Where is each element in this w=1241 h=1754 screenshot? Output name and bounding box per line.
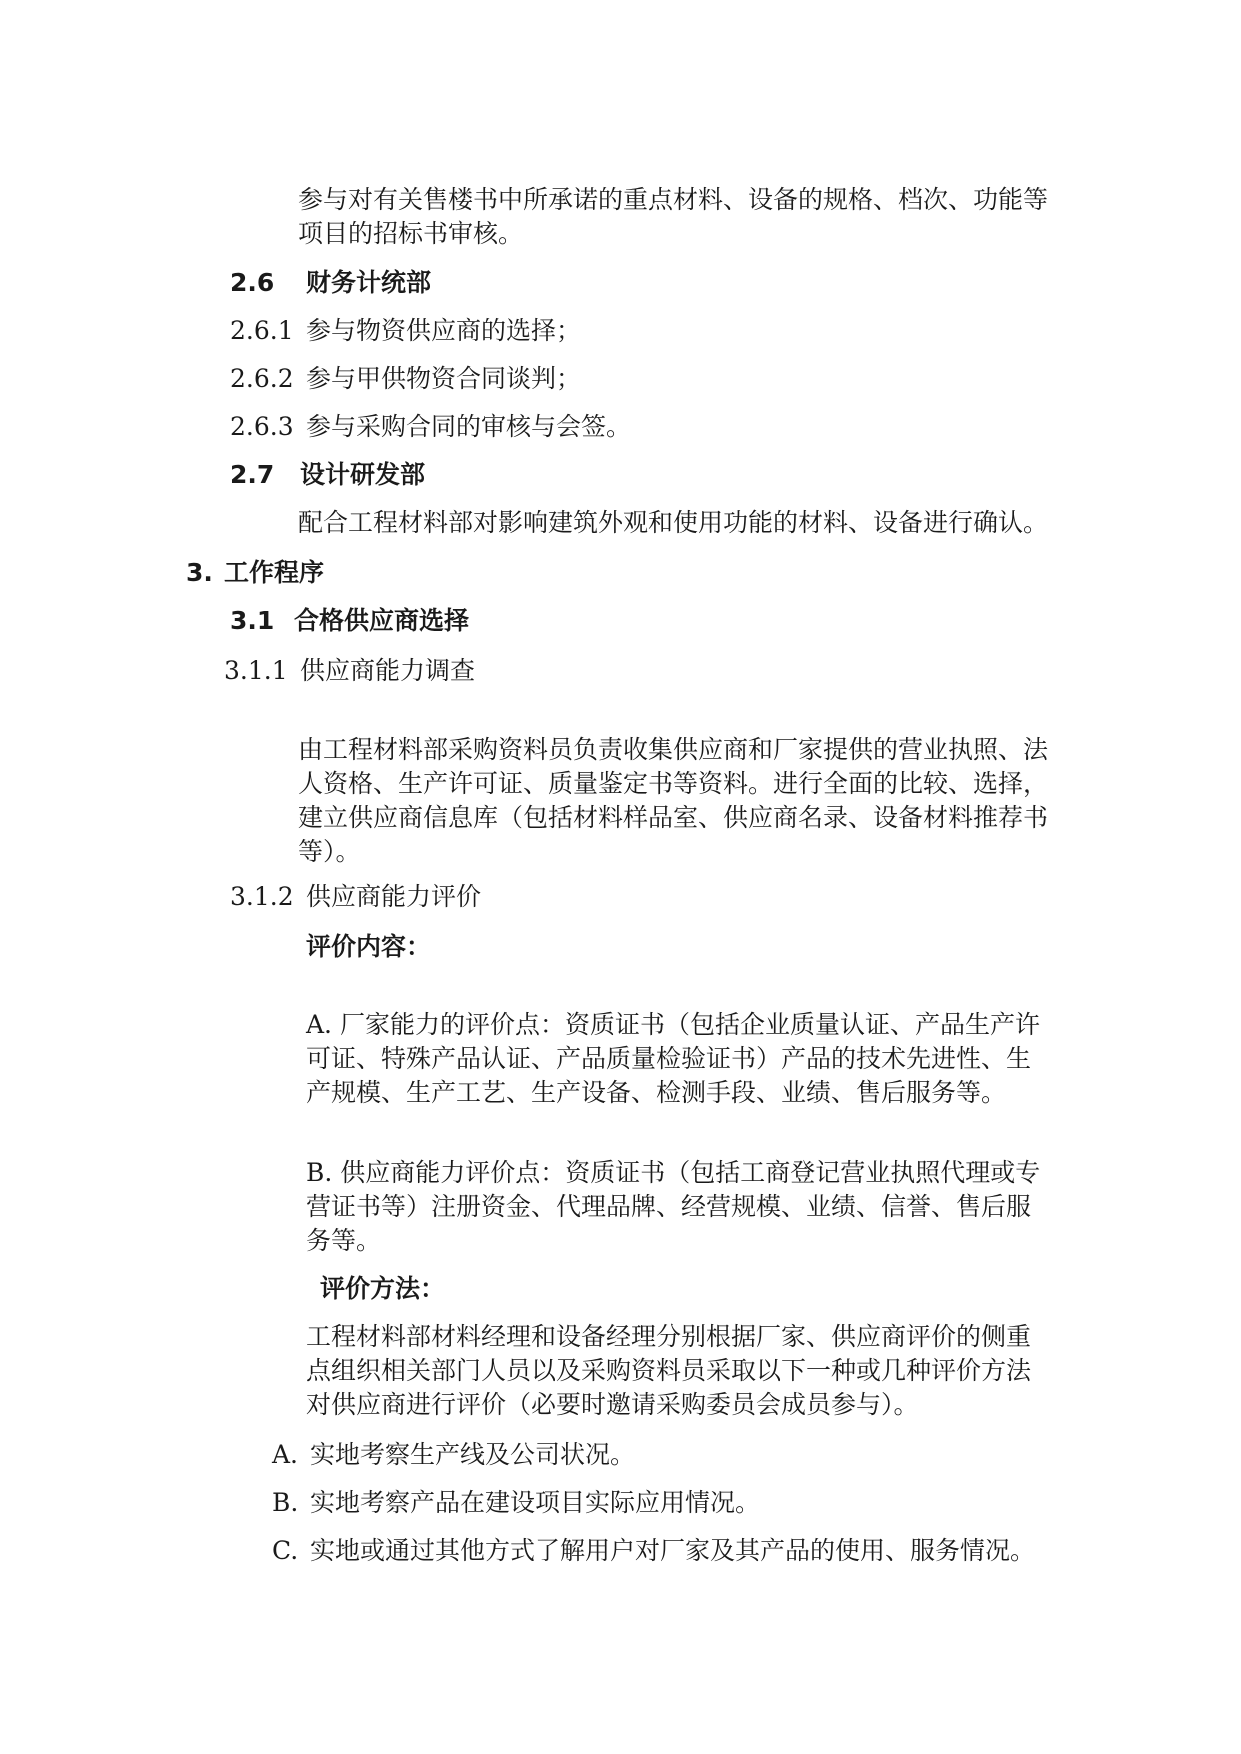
heading-title: 供应商能力评价 (306, 882, 482, 911)
method-line-3: 对供应商进行评价（必要时邀请采购委员会成员参与）。 (306, 1390, 919, 1419)
item-text: 参与物资供应商的选择； (306, 316, 582, 345)
heading-3 (186, 556, 324, 590)
item-number: 2.6.2 (230, 364, 294, 393)
item-b-line-3: 务等。 (306, 1226, 382, 1255)
heading-3-1-1 (224, 654, 475, 688)
method-line-2: 点组织相关部门人员以及采购资料员采取以下一种或几种评价方法 (306, 1356, 1032, 1385)
para-2-7: 配合工程材料部对影响建筑外观和使用功能的材料、设备进行确认。 (298, 508, 1049, 537)
item-a-line-2: 可证、特殊产品认证、产品质量检验证书）产品的技术先进性、生 (306, 1044, 1032, 1073)
method-item-a (272, 1438, 635, 1472)
item-text: 实地考察生产线及公司状况。 (310, 1440, 636, 1469)
method-line-1: 工程材料部材料经理和设备经理分别根据厂家、供应商评价的侧重 (306, 1322, 1032, 1351)
item-label: C. (272, 1536, 299, 1565)
list-item (230, 362, 581, 396)
list-item (230, 410, 631, 444)
heading-title: 设计研发部 (300, 460, 426, 489)
para-2-5-line-2: 项目的招标书审核。 (298, 219, 524, 248)
heading-3-1 (230, 604, 469, 638)
item-text: 参与采购合同的审核与会签。 (306, 412, 632, 441)
heading-number: 2.6 (230, 268, 275, 297)
para-3-1-1-line-2: 人资格、生产许可证、质量鉴定书等资料。进行全面的比较、选择， (298, 769, 1049, 798)
list-item (230, 314, 581, 348)
heading-number: 3.1.1 (224, 656, 288, 685)
item-text: 实地或通过其他方式了解用户对厂家及其产品的使用、服务情况。 (310, 1536, 1036, 1565)
item-number: 2.6.1 (230, 316, 294, 345)
item-a-line-3: 产规模、生产工艺、生产设备、检测手段、业绩、售后服务等。 (306, 1078, 1007, 1107)
item-b-line-2: 营证书等）注册资金、代理品牌、经营规模、业绩、信誉、售后服 (306, 1192, 1032, 1221)
item-number: 2.6.3 (230, 412, 294, 441)
heading-2-6 (230, 266, 431, 300)
para-2-5-line-1: 参与对有关售楼书中所承诺的重点材料、设备的规格、档次、功能等 (298, 185, 1049, 214)
item-text: 实地考察产品在建设项目实际应用情况。 (310, 1488, 761, 1517)
heading-number: 3.1.2 (230, 882, 294, 911)
label-evaluation-content: 评价内容： (306, 932, 432, 961)
heading-3-1-2 (230, 880, 481, 914)
para-3-1-1-line-4: 等）。 (298, 837, 361, 866)
heading-title: 供应商能力调查 (300, 656, 476, 685)
method-item-c (272, 1534, 1035, 1568)
heading-2-7 (230, 458, 425, 492)
item-b-line-1: B. 供应商能力评价点：资质证书（包括工商登记营业执照代理或专 (306, 1158, 1041, 1187)
method-item-b (272, 1486, 760, 1520)
para-3-1-1-line-1: 由工程材料部采购资料员负责收集供应商和厂家提供的营业执照、法 (298, 735, 1049, 764)
label-evaluation-method: 评价方法： (320, 1274, 446, 1303)
heading-title: 工作程序 (224, 558, 325, 587)
item-text: 参与甲供物资合同谈判； (306, 364, 582, 393)
heading-number: 3. (186, 558, 213, 587)
item-label: B. (272, 1488, 299, 1517)
item-a-line-1: A. 厂家能力的评价点：资质证书（包括企业质量认证、产品生产许 (306, 1010, 1040, 1039)
para-3-1-1-line-3: 建立供应商信息库（包括材料样品室、供应商名录、设备材料推荐书 (298, 803, 1049, 832)
heading-title: 合格供应商选择 (294, 606, 470, 635)
heading-title: 财务计统部 (306, 268, 432, 297)
item-label: A. (272, 1440, 299, 1469)
heading-number: 2.7 (230, 460, 275, 489)
heading-number: 3.1 (230, 606, 275, 635)
